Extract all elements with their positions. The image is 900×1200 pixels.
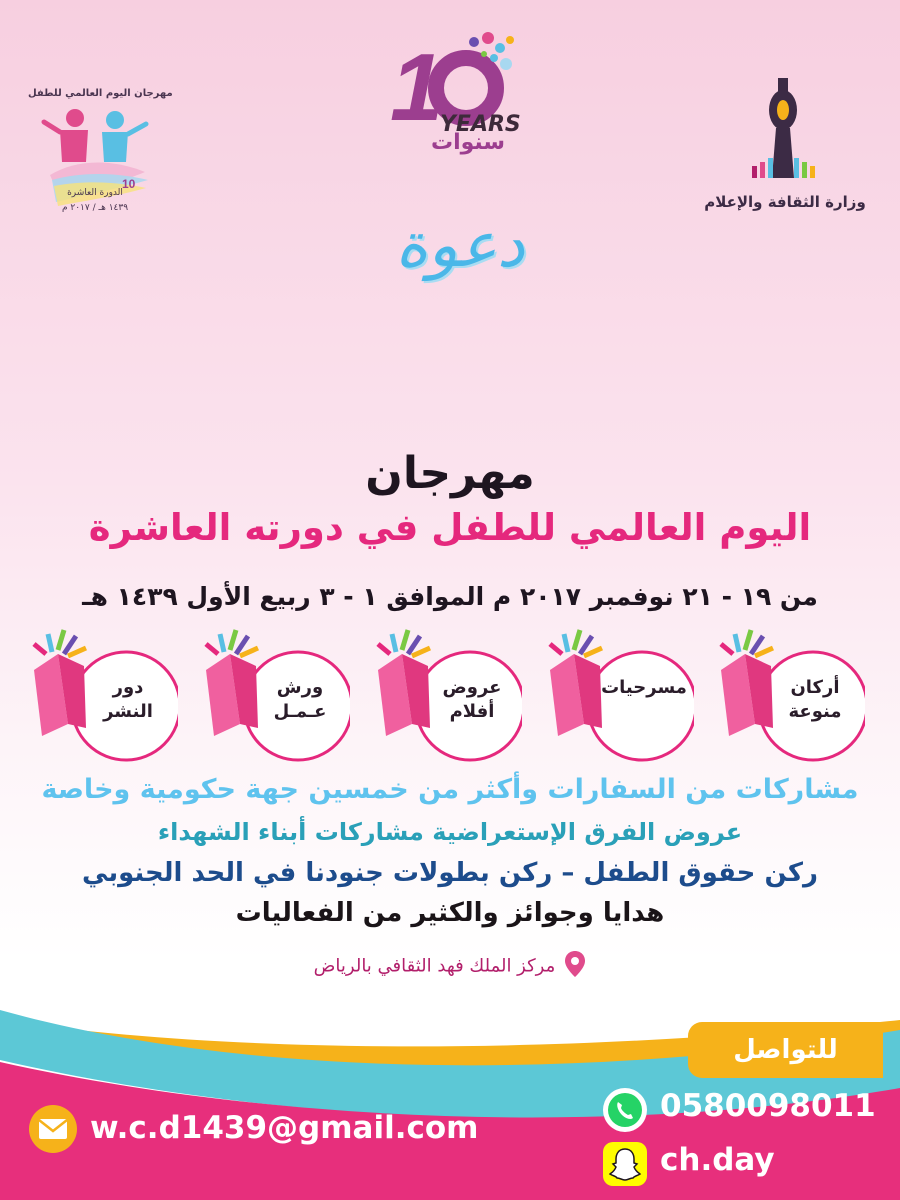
years-arabic: سنوات (430, 130, 506, 155)
activity-label: عروض أفلام (442, 677, 502, 723)
venue (0, 950, 900, 982)
activity-item (715, 624, 865, 774)
highlight-line: مشاركات من السفارات وأكثر من خمسين جهة حكومية وخاصة (41, 774, 859, 805)
festival-heading: مهرجان (365, 448, 535, 499)
activity-label: دور النشر (103, 677, 153, 723)
location-pin-icon (564, 950, 586, 982)
email-icon (28, 1104, 78, 1158)
festival-logo-title: مهرجان اليوم العالمي للطفل (28, 88, 173, 99)
activity-item (200, 624, 350, 774)
years-word: YEARS (440, 112, 521, 137)
festival-logo-edition: الدورة العاشرة (67, 188, 123, 198)
highlight-line: عروض الفرق الإستعراضية مشاركات أبناء الشهداء (157, 818, 743, 846)
highlight-line: ركن حقوق الطفل – ركن بطولات جنودنا في الحد الجنوبي (82, 858, 818, 888)
svg-text:10: 10 (122, 177, 136, 191)
venue-text: مركز الملك فهد الثقافي بالرياض (313, 955, 556, 977)
snapchat-handle[interactable]: ch.day (660, 1142, 775, 1178)
activity-item (28, 624, 178, 774)
phone-number[interactable]: 0580098011 (660, 1088, 876, 1124)
whatsapp-icon (601, 1086, 649, 1138)
ministry-name: وزارة الثقافة والإعلام (704, 193, 866, 211)
invitation-word: دعوة (395, 208, 525, 281)
contact-label: للتواصل (688, 1022, 883, 1078)
activity-item (544, 624, 694, 774)
activity-label: ورش عـمـل (273, 677, 327, 723)
snapchat-icon (601, 1140, 649, 1192)
highlight-line: هدايا وجوائز والكثير من الفعاليات (235, 898, 665, 928)
svg-text:1: 1 (390, 34, 444, 141)
festival-logo-date: ١٤٣٩ هـ / ٢٠١٧ م (61, 203, 129, 213)
activity-item (372, 624, 522, 774)
festival-dates: من ١٩ - ٢١ نوفمبر ٢٠١٧ م الموافق ١ - ٣ ربيع الأول ١٤٣٩ هـ (82, 582, 818, 611)
activity-label: أركان منوعة (788, 677, 842, 723)
festival-subheading: اليوم العالمي للطفل في دورته العاشرة (88, 506, 812, 549)
email-address[interactable]: w.c.d1439@gmail.com (90, 1110, 479, 1146)
activity-label: مسرحيات (601, 677, 687, 698)
